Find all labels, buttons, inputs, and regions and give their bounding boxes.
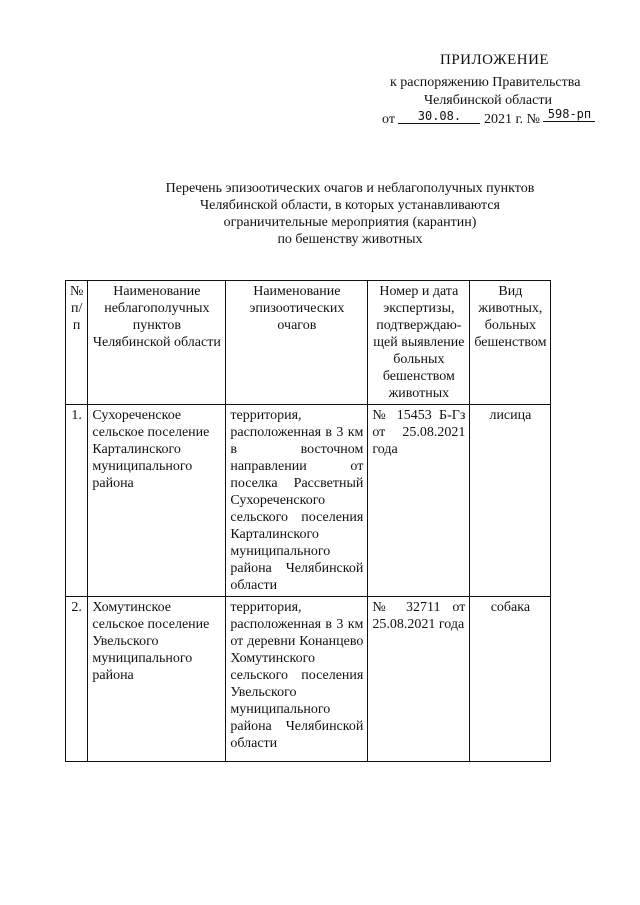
row-point: Хомутинское сельское поселение Увельского муниципального района	[88, 597, 226, 762]
table-header-row	[66, 281, 551, 405]
table-row	[66, 405, 551, 597]
row-expertise: № 15453 Б-Гз от 25.08.2021 года	[368, 405, 470, 597]
title-line-2: Челябинской области, в которых устанавливаются	[200, 198, 500, 213]
row-expertise: № 32711 от 25.08.2021 года	[368, 597, 470, 762]
row-focus: территория, расположенная в 3 км от деревни Конанцево Хомутинского сельского поселения Увельского муниципального района Челябинской области	[226, 597, 368, 762]
title-line-4: по бешенству животных	[277, 232, 423, 247]
row-animal: лисица	[470, 405, 551, 597]
foci-table	[65, 280, 551, 762]
appendix-line-decree: к распоряжению Правительства	[390, 75, 581, 90]
appendix-line-region: Челябинской области	[424, 93, 552, 108]
header-num: № п/п	[66, 281, 88, 405]
document-title	[140, 180, 560, 248]
row-num: 2.	[66, 597, 88, 762]
row-num: 1.	[66, 405, 88, 597]
appendix-number: 598-рп	[543, 107, 595, 122]
header-animal: Вид животных, больных бешенством	[470, 281, 551, 405]
appendix-from-label: от	[382, 112, 395, 127]
appendix-date-line	[382, 107, 595, 128]
title-line-1: Перечень эпизоотических очагов и неблагополучных пунктов	[165, 181, 535, 196]
row-focus: территория, расположенная в 3 км в восточном направлении от поселка Рассветный Сухореченского сельского поселения Карталинского муниципального района Челябинской области	[226, 405, 368, 597]
header-points: Наименование неблагополучных пунктов Челябинской области	[88, 281, 226, 405]
appendix-year: 2021 г. №	[483, 112, 540, 127]
header-foci: Наименование эпизоотических очагов	[226, 281, 368, 405]
header-expertise: Номер и дата экспертизы, подтверждаю-щей выявление больных бешенством животных	[368, 281, 470, 405]
row-point: Сухореченское сельское поселение Карталинского муниципального района	[88, 405, 226, 597]
table-row	[66, 597, 551, 762]
row-animal: собака	[470, 597, 551, 762]
appendix-date: 30.08.	[398, 109, 480, 124]
appendix-title: ПРИЛОЖЕНИЕ	[440, 52, 550, 68]
title-line-3: ограничительные мероприятия (карантин)	[223, 215, 477, 230]
